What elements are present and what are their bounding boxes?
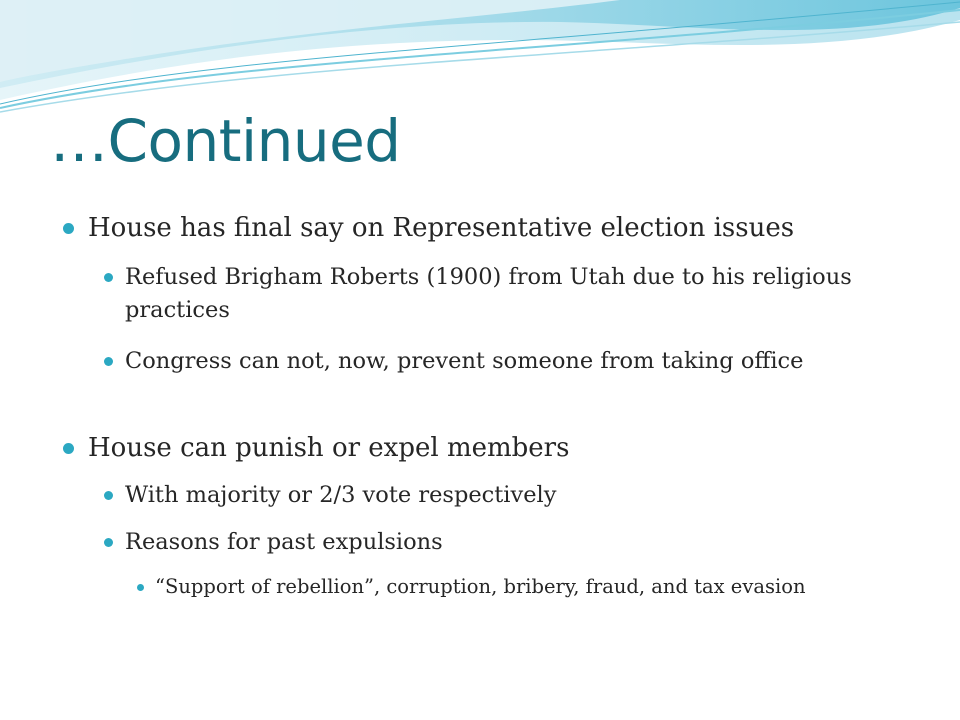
bullet-text: With majority or 2/3 vote respectively [125,482,557,508]
bullet-dot-icon [104,357,113,366]
bullet-dot-icon [104,273,113,282]
bullet-dot-icon [104,538,113,547]
slide-title: …Continued [50,107,401,175]
bullet-text: “Support of rebellion”, corruption, bribery, fraud, and tax evasion [155,575,806,598]
bullet-item [125,261,885,327]
bullet-text: House can punish or expel members [88,433,570,463]
bullet-dot-icon [63,223,74,234]
bullet-dot-icon [104,491,113,500]
bullet-text: House has final say on Representative election issues [88,213,795,243]
bullet-dot-icon [63,443,74,454]
bullet-dot-icon [137,584,144,591]
bullet-item [125,479,885,512]
bullet-item [125,526,885,559]
bullet-item [125,345,885,378]
bullet-item [88,432,918,464]
bullet-text: Refused Brigham Roberts (1900) from Utah due to his religious practices [125,264,852,323]
bullet-item [88,212,918,244]
bullet-text: Reasons for past expulsions [125,529,443,555]
bullet-item [155,573,855,601]
bullet-text: Congress can not, now, prevent someone from taking office [125,348,804,374]
